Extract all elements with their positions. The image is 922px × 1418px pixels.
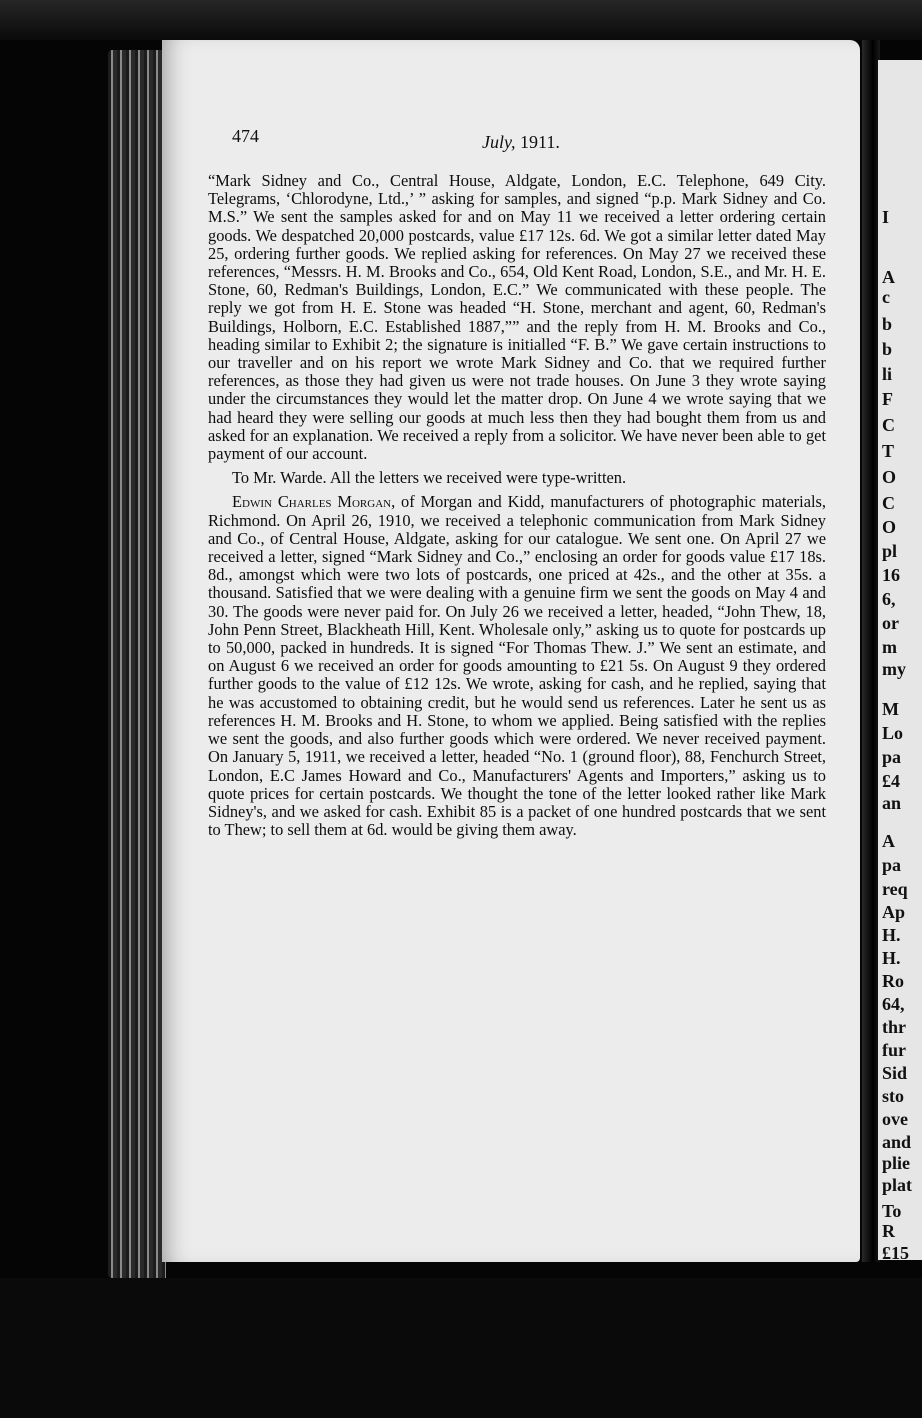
paragraph-cross-examination: To Mr. Warde. All the letters we received were type-written. (232, 468, 627, 488)
adjacent-fragment: 16 (882, 565, 900, 585)
adjacent-fragment: £15 (882, 1243, 909, 1260)
adjacent-fragment: b (882, 314, 893, 334)
adjacent-fragment: my (882, 659, 906, 679)
adjacent-fragment: O (882, 517, 897, 537)
paragraph-witness-morgan (208, 493, 826, 839)
book-page-edges (108, 50, 166, 1278)
adjacent-fragment: To (882, 1201, 902, 1221)
adjacent-fragment: or (882, 613, 899, 633)
adjacent-fragment: pl (882, 541, 898, 561)
body-text (208, 172, 826, 839)
adjacent-fragment: thr (882, 1017, 906, 1037)
adjacent-fragment: pa (882, 747, 902, 767)
adjacent-fragment: I (882, 207, 890, 227)
page-number: 474 (232, 126, 259, 146)
adjacent-fragment: Lo (882, 723, 904, 743)
adjacent-page-fragment (878, 60, 922, 1260)
adjacent-fragment: req (882, 879, 908, 899)
adjacent-fragment: b (882, 339, 893, 359)
adjacent-fragment: pa (882, 855, 902, 875)
adjacent-fragment: T (882, 441, 895, 461)
adjacent-fragment: sto (882, 1086, 904, 1106)
adjacent-fragment: H. (882, 948, 901, 968)
scan-top-border (0, 0, 922, 40)
adjacent-fragment: O (882, 467, 897, 487)
adjacent-fragment: A (882, 831, 895, 851)
adjacent-fragment: Ap (882, 902, 906, 922)
adjacent-fragment: H. (882, 925, 901, 945)
adjacent-fragment: F (882, 389, 893, 409)
witness-testimony: of Morgan and Kidd, manufacturers of photographic materials, Richmond. On April 26, 1910, we received a telephonic communication from Mark Sidney and Co., of Central House, Aldgate, asking for our catalogue. We sent one. On April 27 we received a letter, signed “Mark Sidney and Co.,” enclosing an order for goods value £17 18s. 8d., amongst which were two lots of postcards, one priced at 42s., and the other at 35s. a thousand. Satisfied that we were dealing with a genuine firm we sent the goods on May 4 and 30. The goods were never paid for. On July 26 we received a letter, headed, “John Thew, 18, John Penn Street, Blackheath Hill, Kent. Wholesale only,” asking us to quote for postcards up to 50,000, packed in hundreds. It is signed “For Thomas Thew. J.” We sent an estimate, and on August 6 we received an order for goods amounting to £21 5s. On August 9 they ordered further goods to the value of £12 12s. We wrote, asking for cash, and he replied, saying that he was accustomed to obtaining credit, but he would send us references. Later he sent us as references H. M. Brooks and H. Stone, to whom we applied. Being satisfied with the replies we sent the goods, and also further goods which were ordered. We never received payment. On January 5, 1911, we received a letter, headed “No. 1 (ground floor), 88, Fenchurch Street, London, E.C James Howard and Co., Manufacturers' Agents and Importers,” asking us to quote prices for certain postcards. We thought the tone of the letter looked rather like Mark Sidney's, and we asked for cash. Exhibit 85 is a packet of one hundred postcards that we sent to Thew; to sell them at 6d. would be giving them away. (208, 492, 826, 840)
adjacent-fragment: and (882, 1132, 912, 1152)
page-header (232, 126, 832, 156)
running-head-year: 1911. (520, 132, 560, 152)
running-head (482, 132, 560, 153)
witness-name: Edwin Charles Morgan, (232, 492, 396, 512)
paragraph-letter-account: “Mark Sidney and Co., Central House, Aldgate, London, E.C. Telephone, 649 City. Telegrams, ‘Chlorodyne, Ltd.,’ ” asking for samples, and signed “p.p. Mark Sidney and Co. M.S.” We sent the samples asked for and on May 11 we received a letter ordering certain goods. We despatched 20,000 postcards, value £17 12s. 6d. We got a similar letter dated May 25, ordering further goods. We replied asking for references. On May 27 we received these references, “Messrs. H. M. Brooks and Co., 654, Old Kent Road, London, S.E., and Mr. H. E. Stone, 60, Redman's Buildings, London, E.C.” We communicated with these people. The reply we got from H. E. Stone was headed “H. Stone, merchant and agent, 60, Redman's Buildings, Holborn, E.C. Established 1887,”” and the reply from H. M. Brooks and Co., heading similar to Exhibit 2; the signature is initialled “F. B.” We gave certain instructions to our traveller and on his report we wrote Mark Sidney and Co. that we required further references, as those they had given us were not trade houses. On June 3 they wrote saying under the circumstances they would let the matter drop. On June 4 we wrote saying that we had heard they were selling our goods at much less then they had bought them from us and asked for an explanation. We received a reply from a solicitor. We have never been able to get payment of our account. (208, 171, 826, 464)
adjacent-fragment: c (882, 287, 890, 307)
adjacent-fragment: plie (882, 1153, 911, 1173)
adjacent-fragment: M (882, 699, 899, 719)
scan-bottom-border (0, 1278, 922, 1418)
adjacent-fragment: C (882, 415, 895, 435)
adjacent-fragment: 6, (882, 589, 896, 609)
adjacent-fragment: £4 (882, 771, 900, 791)
running-head-month: July, (482, 132, 516, 152)
adjacent-fragment: R (882, 1221, 895, 1241)
adjacent-fragment: A (882, 267, 895, 287)
adjacent-fragment: Ro (882, 971, 904, 991)
adjacent-fragment: plat (882, 1175, 913, 1195)
adjacent-fragment: ove (882, 1109, 908, 1129)
adjacent-fragment: m (882, 637, 897, 657)
adjacent-fragment: an (882, 793, 902, 813)
adjacent-fragment: Sid (882, 1063, 908, 1083)
adjacent-fragment: C (882, 493, 895, 513)
adjacent-fragment: 64, (882, 994, 905, 1014)
adjacent-fragment: li (882, 364, 893, 384)
adjacent-fragment: fur (882, 1040, 906, 1060)
